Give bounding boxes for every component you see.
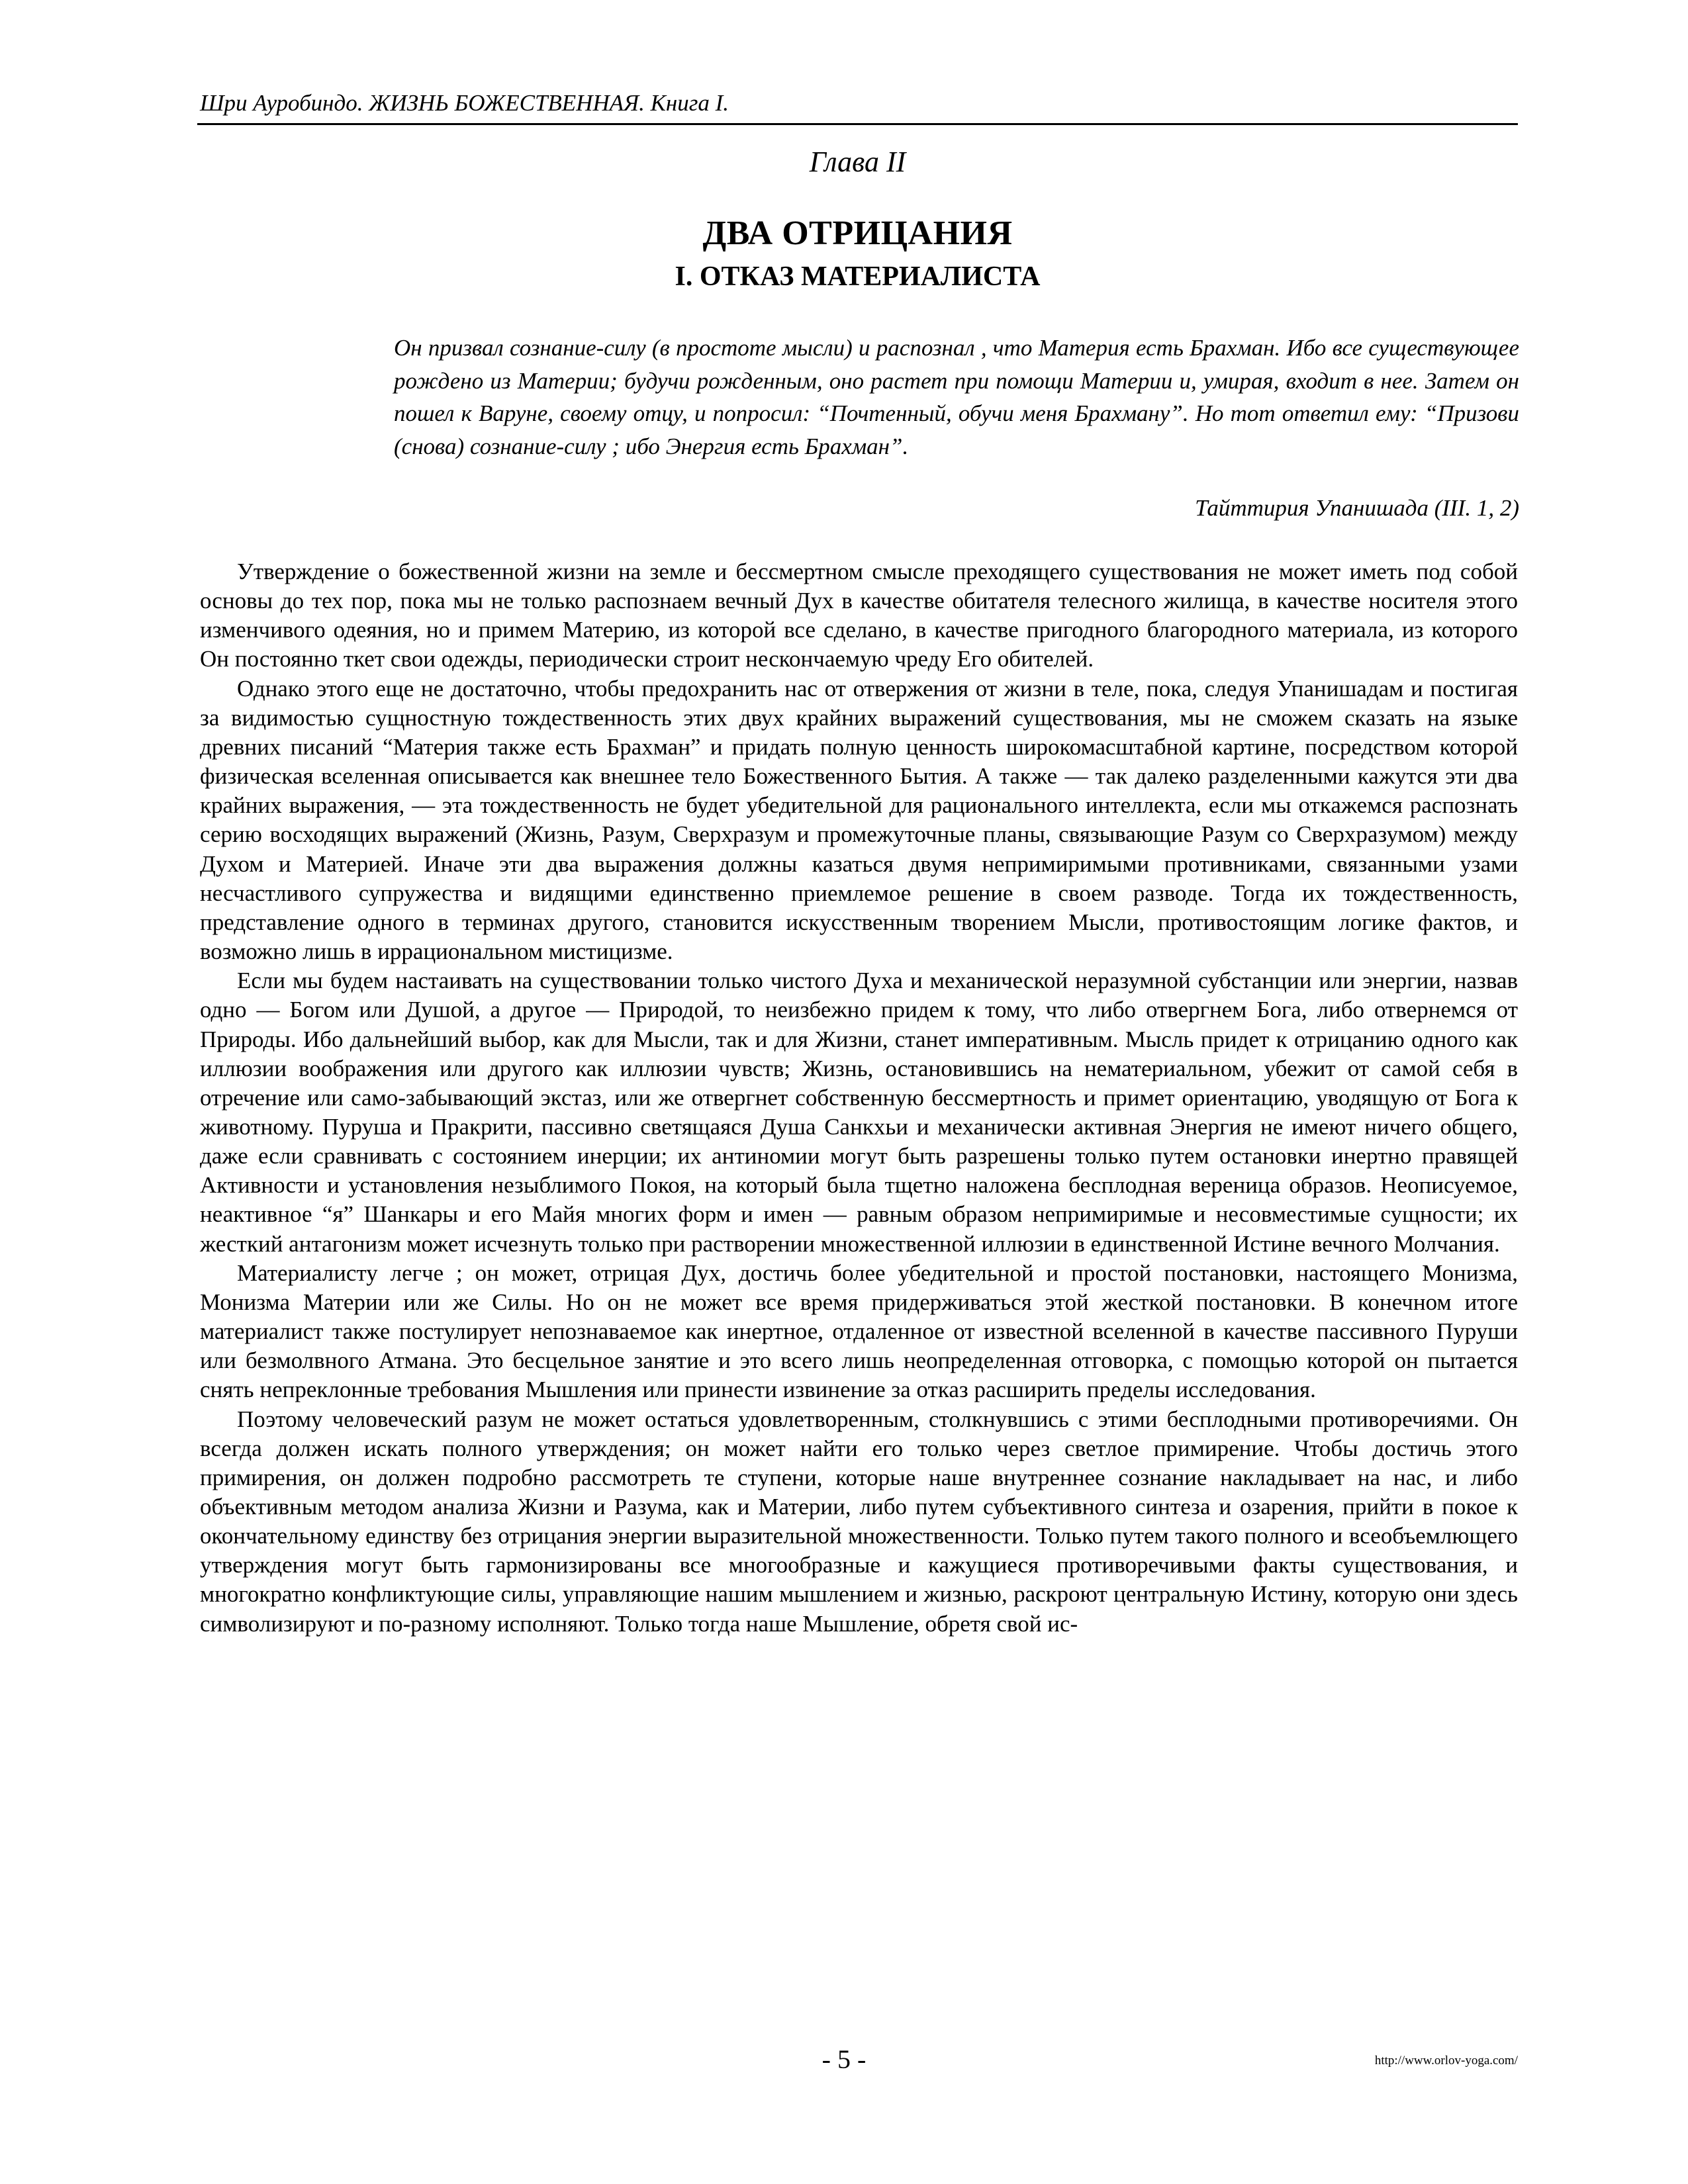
body-paragraph-4: Материалисту легче ; он может, отрицая Дух, достичь более убедительной и простой постановки, настоящего Монизма, Монизма Материи или же Силы. Но он не может все время придерживаться этой жесткой постановки. В конечном итоге материалист также постулирует непознаваемое как инертное, отдаленное от известной вселенной в качестве пассивного Пуруши или безмолвного Атмана. Это бесцельное занятие и это всего лишь неопределенная отговорка, с помощью которой он пытается снять непреклонные требования Мышления или принести извинение за отказ расширить пределы исследования. [200,1259,1518,1403]
header-rule [197,123,1518,125]
epigraph-text: Он призвал сознание-силу (в простоте мысли) и распознал , что Материя есть Брахман. Ибо все существующее рождено из Материи; будучи рожденным, оно растет при помощи Материи и, умирая, входит в нее. Затем он пошел к Варуне, своему отцу, и попросил: “Почтенный, обучи меня Брахману”. Но тот ответил ему: “Призови (снова) сознание-силу ; ибо Энергия есть Брахман”. [394,335,1519,459]
epigraph-source: Тайттирия Упанишада (III. 1, 2) [1195,495,1519,521]
chapter-title: ДВА ОТРИЦАНИЯ [702,214,1013,252]
body-paragraph-2: Однако этого еще не достаточно, чтобы предохранить нас от отвержения от жизни в теле, пока, следуя Упанишадам и постигая за видимостью сущностную тождественность этих двух крайних выражений существования, мы не сможем сказать на языке древних писаний “Материя также есть Брахман” и придать полную ценность широкомасштабной картине, посредством которой физическая вселенная описывается как внешнее тело Божественного Бытия. А также — так далеко разделенными кажутся эти два крайних выражения, — эта тождественность не будет убедительной для рационального интеллекта, если мы откажемся распознать серию восходящих выражений (Жизнь, Разум, Сверхразум и промежуточные планы, связывающие Разум со Сверхразумом) между Духом и Материей. Иначе эти два выражения должны казаться двумя непримиримыми противниками, связанными узами несчастливого супружества и видящими единственно приемлемое решение в своем разводе. Тогда их тождественность, представление одного в терминах другого, становится искусственным творением Мысли, противостоящим логике фактов, и возможно лишь в иррациональном мистицизме. [200,675,1518,965]
chapter-label: Глава II [809,146,906,178]
page-number: - 5 - [821,2044,867,2074]
body-text [200,557,1518,1639]
chapter-subtitle: I. ОТКАЗ МАТЕРИАЛИСТА [675,261,1041,292]
body-paragraph-3: Если мы будем настаивать на существовании только чистого Духа и механической неразумной субстанции или энергии, назвав одно — Богом или Душой, а другое — Природой, то неизбежно придем к тому, что либо отвергнем Бога, либо отвернемся от Природы. Ибо дальнейший выбор, как для Мысли, так и для Жизни, станет императивным. Мысль придет к отрицанию одного как иллюзии воображения или другого как иллюзии чувств; Жизнь, остановившись на нематериальном, убежит от самой себя в отречение или само-забывающий экстаз, или же отвергнет собственную бессмертность и примет ориентацию, уводящую от Бога к животному. Пуруша и Пракрити, пассивно светящаяся Душа Санкхьи и механически активная Энергия не имеют ничего общего, даже если сравнивать с состоянием инерции; их антиномии могут быть разрешены только путем остановки инертно правящей Активности и установления незыблимого Покоя, на который была тщетно наложена бесплодная вереница образов. Неописуемое, неактивное “я” Шанкары и его Майя многих форм и имен — равным образом непримиримые и несовместимые сущности; их жесткий антагонизм может исчезнуть только при растворении множественной иллюзии в единственной Истине вечного Молчания. [200,968,1518,1257]
body-paragraph-5: Поэтому человеческий разум не может остаться удовлетворенным, столкнувшись с этими бесплодными противоречиями. Он всегда должен искать полного утверждения; он может найти его только через светлое примирение. Чтобы достичь этого примирения, он должен подробно рассмотреть те ступени, которые наше внутреннее сознание накладывает на нас, и либо объективным методом анализа Жизни и Разума, как и Материи, либо путем субъективного синтеза и озарения, прийти в покое к окончательному единству без отрицания энергии выразительной множественности. Только путем такого полного и всеобъемлющего утверждения могут быть гармонизированы все многообразные и кажущиеся противоречивыми факты существования, и многократно конфликтующие силы, управляющие нашим мышлением и жизнью, раскроют центральную Истину, которую они здесь символизируют и по-разному исполняют. Только тогда наше Мышление, обретя свой ис- [200,1406,1518,1637]
running-header: Шри Ауробиндо. ЖИЗНЬ БОЖЕСТВЕННАЯ. Книга I. [200,90,729,116]
body-paragraph-1: Утверждение о божественной жизни на земле и бессмертном смысле преходящего существования не может иметь под собой основы до тех пор, пока мы не только распознаем вечный Дух в качестве обитателя телесного жилища, в качестве носителя этого изменчивого одеяния, но и примем Материю, из которой все сделано, в качестве пригодного благородного материала, из которого Он постоянно ткет свои одежды, периодически строит нескончаемую чреду Его обителей. [200,559,1518,672]
source-url: http://www.orlov-yoga.com/ [1374,2054,1518,2068]
